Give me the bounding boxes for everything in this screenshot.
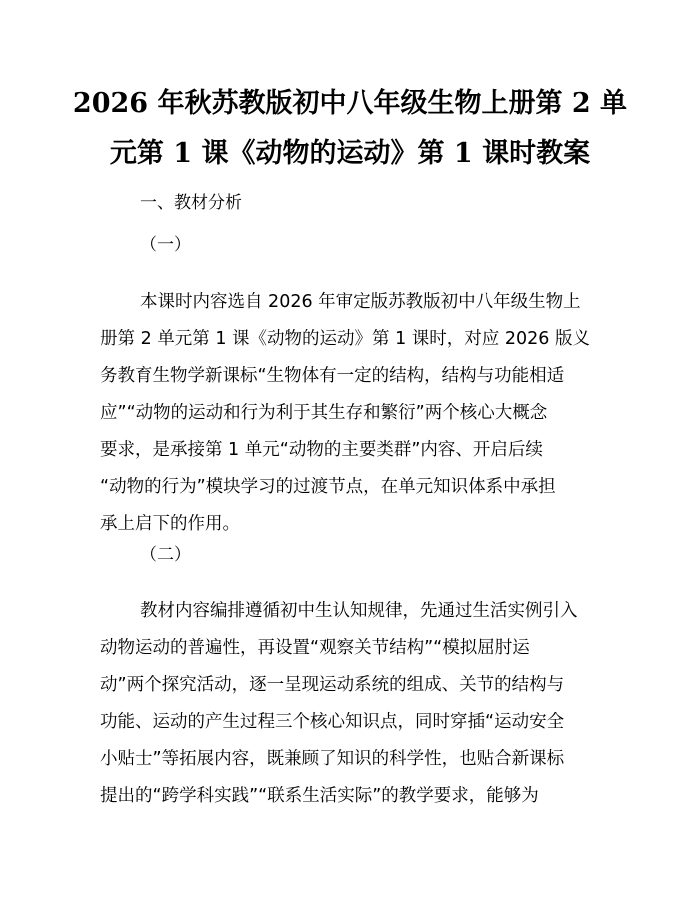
paragraph-2-line: 小贴士”等拓展内容，既兼顾了知识的科学性，也贴合新课标 [100,749,565,769]
paragraph-1-line: “动物的行为”模块学习的过渡节点，在单元知识体系中承担 [100,477,556,497]
paragraph-1-line: 要求，是承接第 1 单元“动物的主要类群”内容、开启后续 [100,440,543,460]
subsection-heading-1: （一） [140,235,191,255]
paragraph-1-line: 应”“动物的运动和行为利于其生存和繁衍”两个核心大概念 [100,403,548,423]
paragraph-2-line: 动物运动的普遍性，再设置“观察关节结构”“模拟屈肘运 [100,638,530,658]
subsection-heading-2: （二） [140,545,191,565]
section-heading: 一、教材分析 [140,193,242,213]
paragraph-1-line: 本课时内容选自 2026 年审定版苏教版初中八年级生物上 [140,292,581,312]
paragraph-1-line: 承上启下的作用。 [100,514,240,534]
paragraph-2-line: 提出的“跨学科实践”“联系生活实际”的教学要求，能够为 [100,786,539,806]
paragraph-2-line: 动”两个探究活动，逐一呈现运动系统的组成、关节的结构与 [100,675,565,695]
paragraph-1-line: 册第 2 单元第 1 课《动物的运动》第 1 课时，对应 2026 版义 [100,329,590,349]
paragraph-2-line: 教材内容编排遵循初中生认知规律，先通过生活实例引入 [140,601,578,621]
document-title-line-2: 元第 1 课《动物的运动》第 1 课时教案 [109,138,591,169]
paragraph-1 [100,284,600,543]
document-title-line-1: 2026 年秋苏教版初中八年级生物上册第 2 单 [72,88,628,119]
paragraph-2 [100,593,600,815]
paragraph-2-line: 功能、运动的产生过程三个核心知识点，同时穿插“运动安全 [100,712,565,732]
paragraph-1-line: 务教育生物学新课标“生物体有一定的结构，结构与功能相适 [100,366,565,386]
